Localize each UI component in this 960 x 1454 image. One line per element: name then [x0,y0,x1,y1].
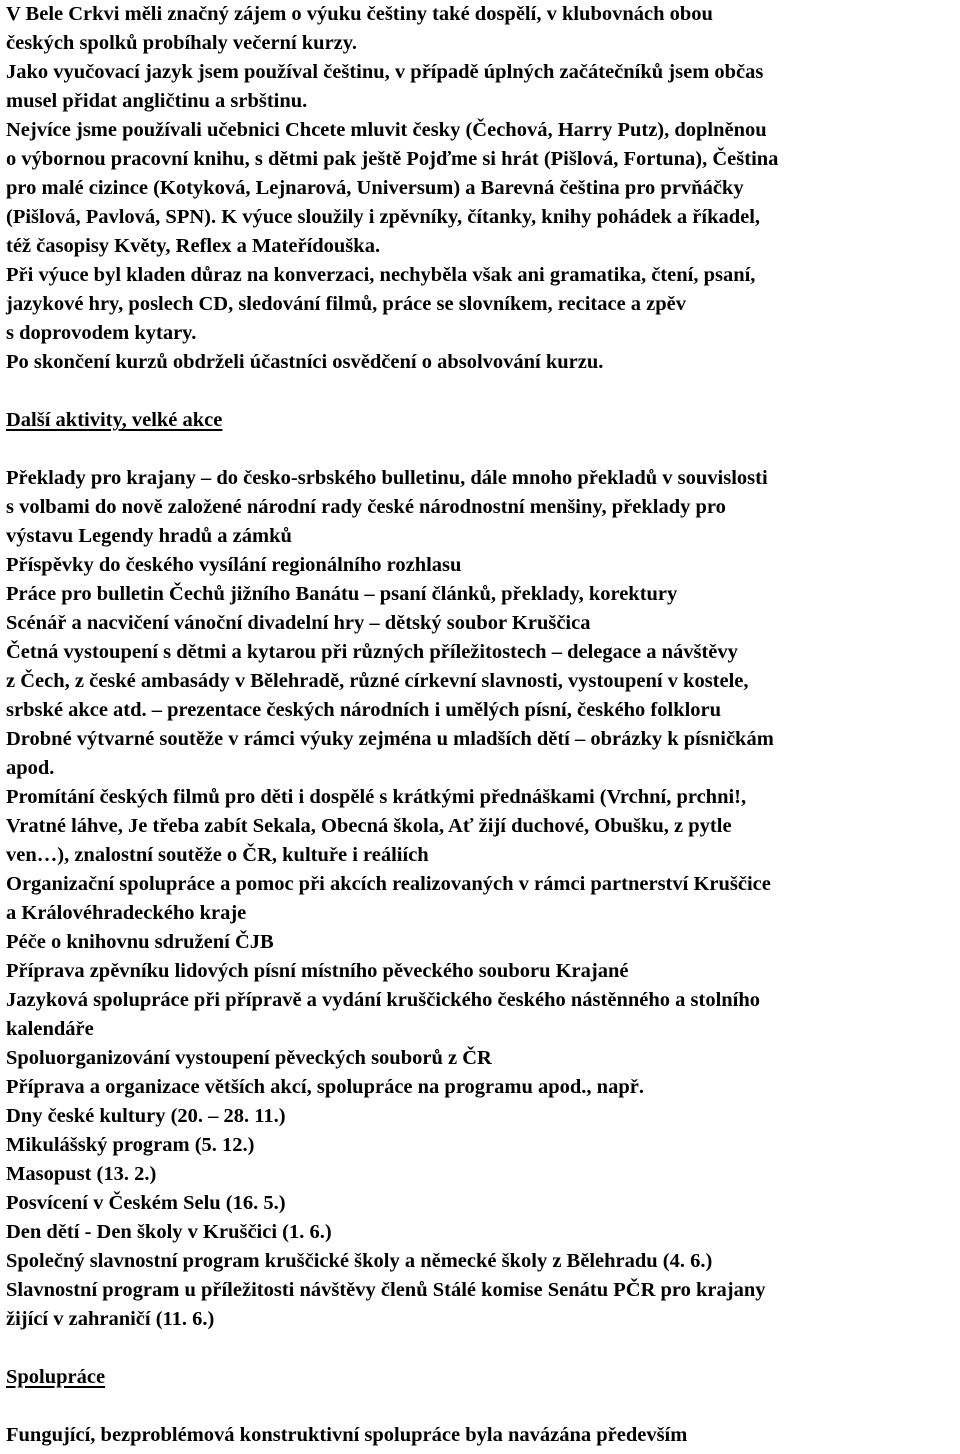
list-item: Příprava a organizace větších akcí, spolupráce na programu apod., např. [6,1076,644,1098]
text-line: s doprovodem kytary. [6,322,197,344]
text-line: Fungující, bezproblémová konstruktivní spolupráce byla navázána především [6,1424,688,1446]
list-item: ven…), znalostní soutěže o ČR, kultuře i reáliích [6,844,429,866]
spacer [6,435,954,464]
list-item: Četná vystoupení s dětmi a kytarou při různých příležitostech – delegace a návštěvy [6,641,738,663]
text-line: Při výuce byl kladen důraz na konverzaci, nechyběla však ani gramatika, čtení, psaní, [6,264,756,286]
list-item: Jazyková spolupráce při přípravě a vydání kruščického českého nástěnného a stolního [6,989,761,1011]
text-line: českých spolků probíhaly večerní kurzy. [6,32,358,54]
cooperation-paragraph [6,1421,954,1450]
list-item: Spoluorganizování vystoupení pěveckých souborů z ČR [6,1047,492,1069]
spacer [6,1334,954,1363]
list-item: Drobné výtvarné soutěže v rámci výuky zejména u mladších dětí – obrázky k písničkám [6,728,774,750]
list-item: srbské akce atd. – prezentace českých národních i umělých písní, českého folkloru [6,699,722,721]
section-heading-cooperation: Spolupráce [6,1366,106,1388]
list-item: apod. [6,757,55,779]
section-heading-activities: Další aktivity, velké akce [6,409,223,431]
list-item: z Čech, z české ambasády v Bělehradě, různé církevní slavnosti, vystoupení v kostele, [6,670,749,692]
list-item: žijící v zahraničí (11. 6.) [6,1308,215,1330]
list-item: Posvícení v Českém Selu (16. 5.) [6,1192,286,1214]
activities-list [6,464,954,1334]
intro-paragraph [6,0,954,377]
list-item: Organizační spolupráce a pomoc při akcích realizovaných v rámci partnerství Kruščice [6,873,771,895]
list-item: Dny české kultury (20. – 28. 11.) [6,1105,286,1127]
list-item: Den dětí - Den školy v Kruščici (1. 6.) [6,1221,332,1243]
list-item: Příprava zpěvníku lidových písní místního pěveckého souboru Krajané [6,960,629,982]
text-line: pro malé cizince (Kotyková, Lejnarová, Universum) a Barevná čeština pro prvňáčky [6,177,744,199]
list-item: Společný slavnostní program kruščické školy a německé školy z Bělehradu (4. 6.) [6,1250,713,1272]
text-line: jazykové hry, poslech CD, sledování filmů, práce se slovníkem, recitace a zpěv [6,293,687,315]
text-line: (Pišlová, Pavlová, SPN). K výuce sloužily i zpěvníky, čítanky, knihy pohádek a říkadel, [6,206,761,228]
list-item: Péče o knihovnu sdružení ČJB [6,931,274,953]
spacer [6,377,954,406]
list-item: kalendáře [6,1018,94,1040]
text-line: musel přidat angličtinu a srbštinu. [6,90,308,112]
text-line: V Bele Crkvi měli značný zájem o výuku češtiny také dospělí, v klubovnách obou [6,3,713,25]
list-item: s volbami do nově založené národní rady české národnostní menšiny, překlady pro [6,496,726,518]
list-item: Práce pro bulletin Čechů jižního Banátu – psaní článků, překlady, korektury [6,583,678,605]
list-item: výstavu Legendy hradů a zámků [6,525,292,547]
list-item: Promítání českých filmů pro děti i dospělé s krátkými přednáškami (Vrchní, prchni!, [6,786,747,808]
spacer [6,1392,954,1421]
list-item: Slavnostní program u příležitosti návštěvy členů Stálé komise Senátu PČR pro krajany [6,1279,766,1301]
text-line: o výbornou pracovní knihu, s dětmi pak ještě Pojďme si hrát (Pišlová, Fortuna), Čeština [6,148,779,170]
list-item: a Královéhradeckého kraje [6,902,247,924]
list-item: Masopust (13. 2.) [6,1163,157,1185]
text-line: Nejvíce jsme používali učebnici Chcete mluvit česky (Čechová, Harry Putz), doplněnou [6,119,767,141]
list-item: Příspěvky do českého vysílání regionálního rozhlasu [6,554,462,576]
list-item: Scénář a nacvičení vánoční divadelní hry – dětský soubor Kruščica [6,612,591,634]
list-item: Překlady pro krajany – do česko-srbského bulletinu, dále mnoho překladů v souvislosti [6,467,768,489]
list-item: Mikulášský program (5. 12.) [6,1134,255,1156]
text-line: Jako vyučovací jazyk jsem používal češtinu, v případě úplných začátečníků jsem občas [6,61,764,83]
text-line: též časopisy Květy, Reflex a Mateřídouška. [6,235,381,257]
text-line: Po skončení kurzů obdrželi účastníci osvědčení o absolvování kurzu. [6,351,604,373]
list-item: Vratné láhve, Je třeba zabít Sekala, Obecná škola, Ať žijí duchové, Obušku, z pytle [6,815,732,837]
